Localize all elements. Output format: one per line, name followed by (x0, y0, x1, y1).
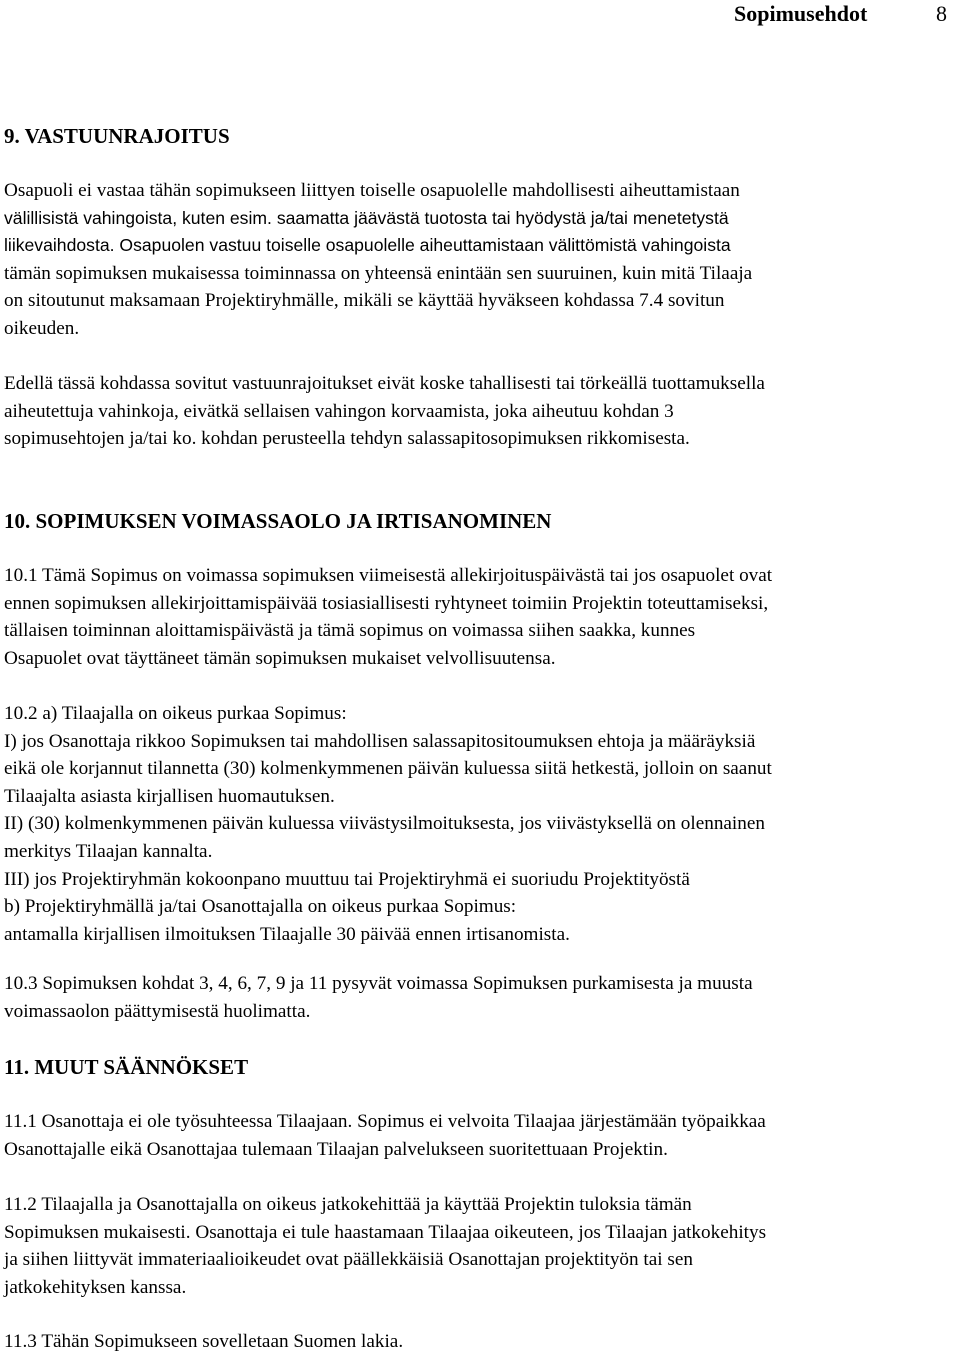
section-10-paragraph-3 (4, 970, 753, 1025)
text-line: antamalla kirjallisen ilmoituksen Tilaajalle 30 päivää ennen irtisanomista. (4, 923, 570, 945)
text-line: Osanottajalle eikä Osanottajaa tulemaan Tilaajan palvelukseen suoritettuaan Projektin. (4, 1138, 668, 1160)
document-title: Sopimusehdot (734, 1, 868, 26)
page-number: 8 (936, 1, 947, 26)
text-line: ennen sopimuksen allekirjoittamispäivää tosiasiallisesti ryhtyneet toimiin Projektin toteuttamiseksi, (4, 592, 769, 614)
text-line: välillisistä vahingoista, kuten esim. saamatta jäävästä tuotosta tai hyödystä ja/tai menetetystä (4, 207, 729, 228)
text-line: ja siihen liittyvät immateriaalioikeudet ovat päällekkäisiä Osanottajan projektityön tai sen (4, 1249, 693, 1271)
text-line: tämän sopimuksen mukaisessa toiminnassa on yhteensä enintään sen suuruinen, kuin mitä Tilaaja (4, 262, 753, 284)
section-9-paragraph-1 (4, 177, 752, 343)
text-line: Edellä tässä kohdassa sovitut vastuunrajoitukset eivät koske tahallisesti tai törkeällä tuottamuksella (4, 373, 765, 394)
section-11-paragraph-1 (4, 1108, 766, 1163)
text-line: II) (30) kolmenkymmenen päivän kuluessa viivästysilmoituksesta, jos viivästyksellä on olennainen (4, 813, 765, 835)
text-line: Osapuoli ei vastaa tähän sopimukseen liittyen toiselle osapuolelle mahdollisesti aiheuttamistaan (4, 180, 740, 201)
section-11-paragraph-2 (4, 1191, 766, 1301)
text-line: 10.2 a) Tilaajalla on oikeus purkaa Sopimus: (4, 703, 347, 724)
text-run: liikevaihdosta. (4, 235, 120, 256)
text-line: Sopimuksen mukaisesti. Osanottaja ei tule haastamaan Tilaajaa oikeuteen, jos Tilaajan jatkokehitys (4, 1221, 767, 1243)
text-line: III) jos Projektiryhmän kokoonpano muuttuu tai Projektiryhmä ei suoriudu Projektityöstä (4, 868, 690, 890)
text-line: merkitys Tilaajan kannalta. (4, 840, 213, 862)
text-line: 11.1 Osanottaja ei ole työsuhteessa Tilaajaan. Sopimus ei velvoita Tilaajaa järjestämään työpaikkaa (4, 1111, 766, 1132)
text-line (4, 232, 752, 260)
text-line: tällaisen toiminnan aloittamispäivästä ja tämä sopimus on voimassa siihen saakka, kunnes (4, 620, 696, 642)
section-10-paragraph-1 (4, 562, 772, 672)
text-line: Tilaajalta asiasta kirjallisen huomautuksen. (4, 785, 335, 807)
text-run: Osapuolen vastuu toiselle osapuolelle aiheuttamistaan välittömistä vahingoista (119, 235, 731, 256)
text-line: jatkokehityksen kanssa. (4, 1276, 187, 1298)
section-heading-9: 9. VASTUUNRAJOITUS (4, 124, 230, 148)
section-9-paragraph-2 (4, 370, 765, 453)
text-line: I) jos Osanottaja rikkoo Sopimuksen tai mahdollisen salassapitositoumuksen ehtoja ja määräyksiä (4, 730, 756, 752)
text-line: 10.1 Tämä Sopimus on voimassa sopimuksen viimeisestä allekirjoituspäivästä tai jos osapuolet ovat (4, 565, 773, 586)
text-line: Osapuolet ovat täyttäneet tämän sopimuksen mukaiset velvollisuutensa. (4, 647, 556, 669)
text-line: eikä ole korjannut tilannetta (30) kolmenkymmenen päivän kuluessa siitä hetkestä, jolloin on saanut (4, 758, 772, 780)
section-heading-11: 11. MUUT SÄÄNNÖKSET (4, 1055, 249, 1079)
text-line: 11.2 Tilaajalla ja Osanottajalla on oikeus jatkokehittää ja käyttää Projektin tuloksia tämän (4, 1194, 692, 1215)
page-header (0, 0, 960, 30)
text-line: voimassaolon päättymisestä huolimatta. (4, 1000, 311, 1022)
text-line: aiheutettuja vahinkoja, eivätkä sellaisen vahingon korvaamista, joka aiheutuu kohdan 3 (4, 400, 674, 422)
section-heading-10: 10. SOPIMUKSEN VOIMASSAOLO JA IRTISANOMINEN (4, 509, 552, 533)
text-line: b) Projektiryhmällä ja/tai Osanottajalla on oikeus purkaa Sopimus: (4, 896, 517, 918)
text-line: sopimusehtojen ja/tai ko. kohdan perusteella tehdyn salassapitosopimuksen rikkomisesta. (4, 428, 690, 450)
text-line: 10.3 Sopimuksen kohdat 3, 4, 6, 7, 9 ja 11 pysyvät voimassa Sopimuksen purkamisesta ja muusta (4, 973, 753, 994)
text-line: 11.3 Tähän Sopimukseen sovelletaan Suomen lakia. (4, 1331, 404, 1352)
text-line: on sitoutunut maksamaan Projektiryhmälle, mikäli se käyttää hyväkseen kohdassa 7.4 sovitun (4, 290, 725, 312)
section-11-paragraph-3 (4, 1328, 403, 1356)
section-10-paragraph-2 (4, 700, 772, 948)
text-line: oikeuden. (4, 317, 80, 339)
